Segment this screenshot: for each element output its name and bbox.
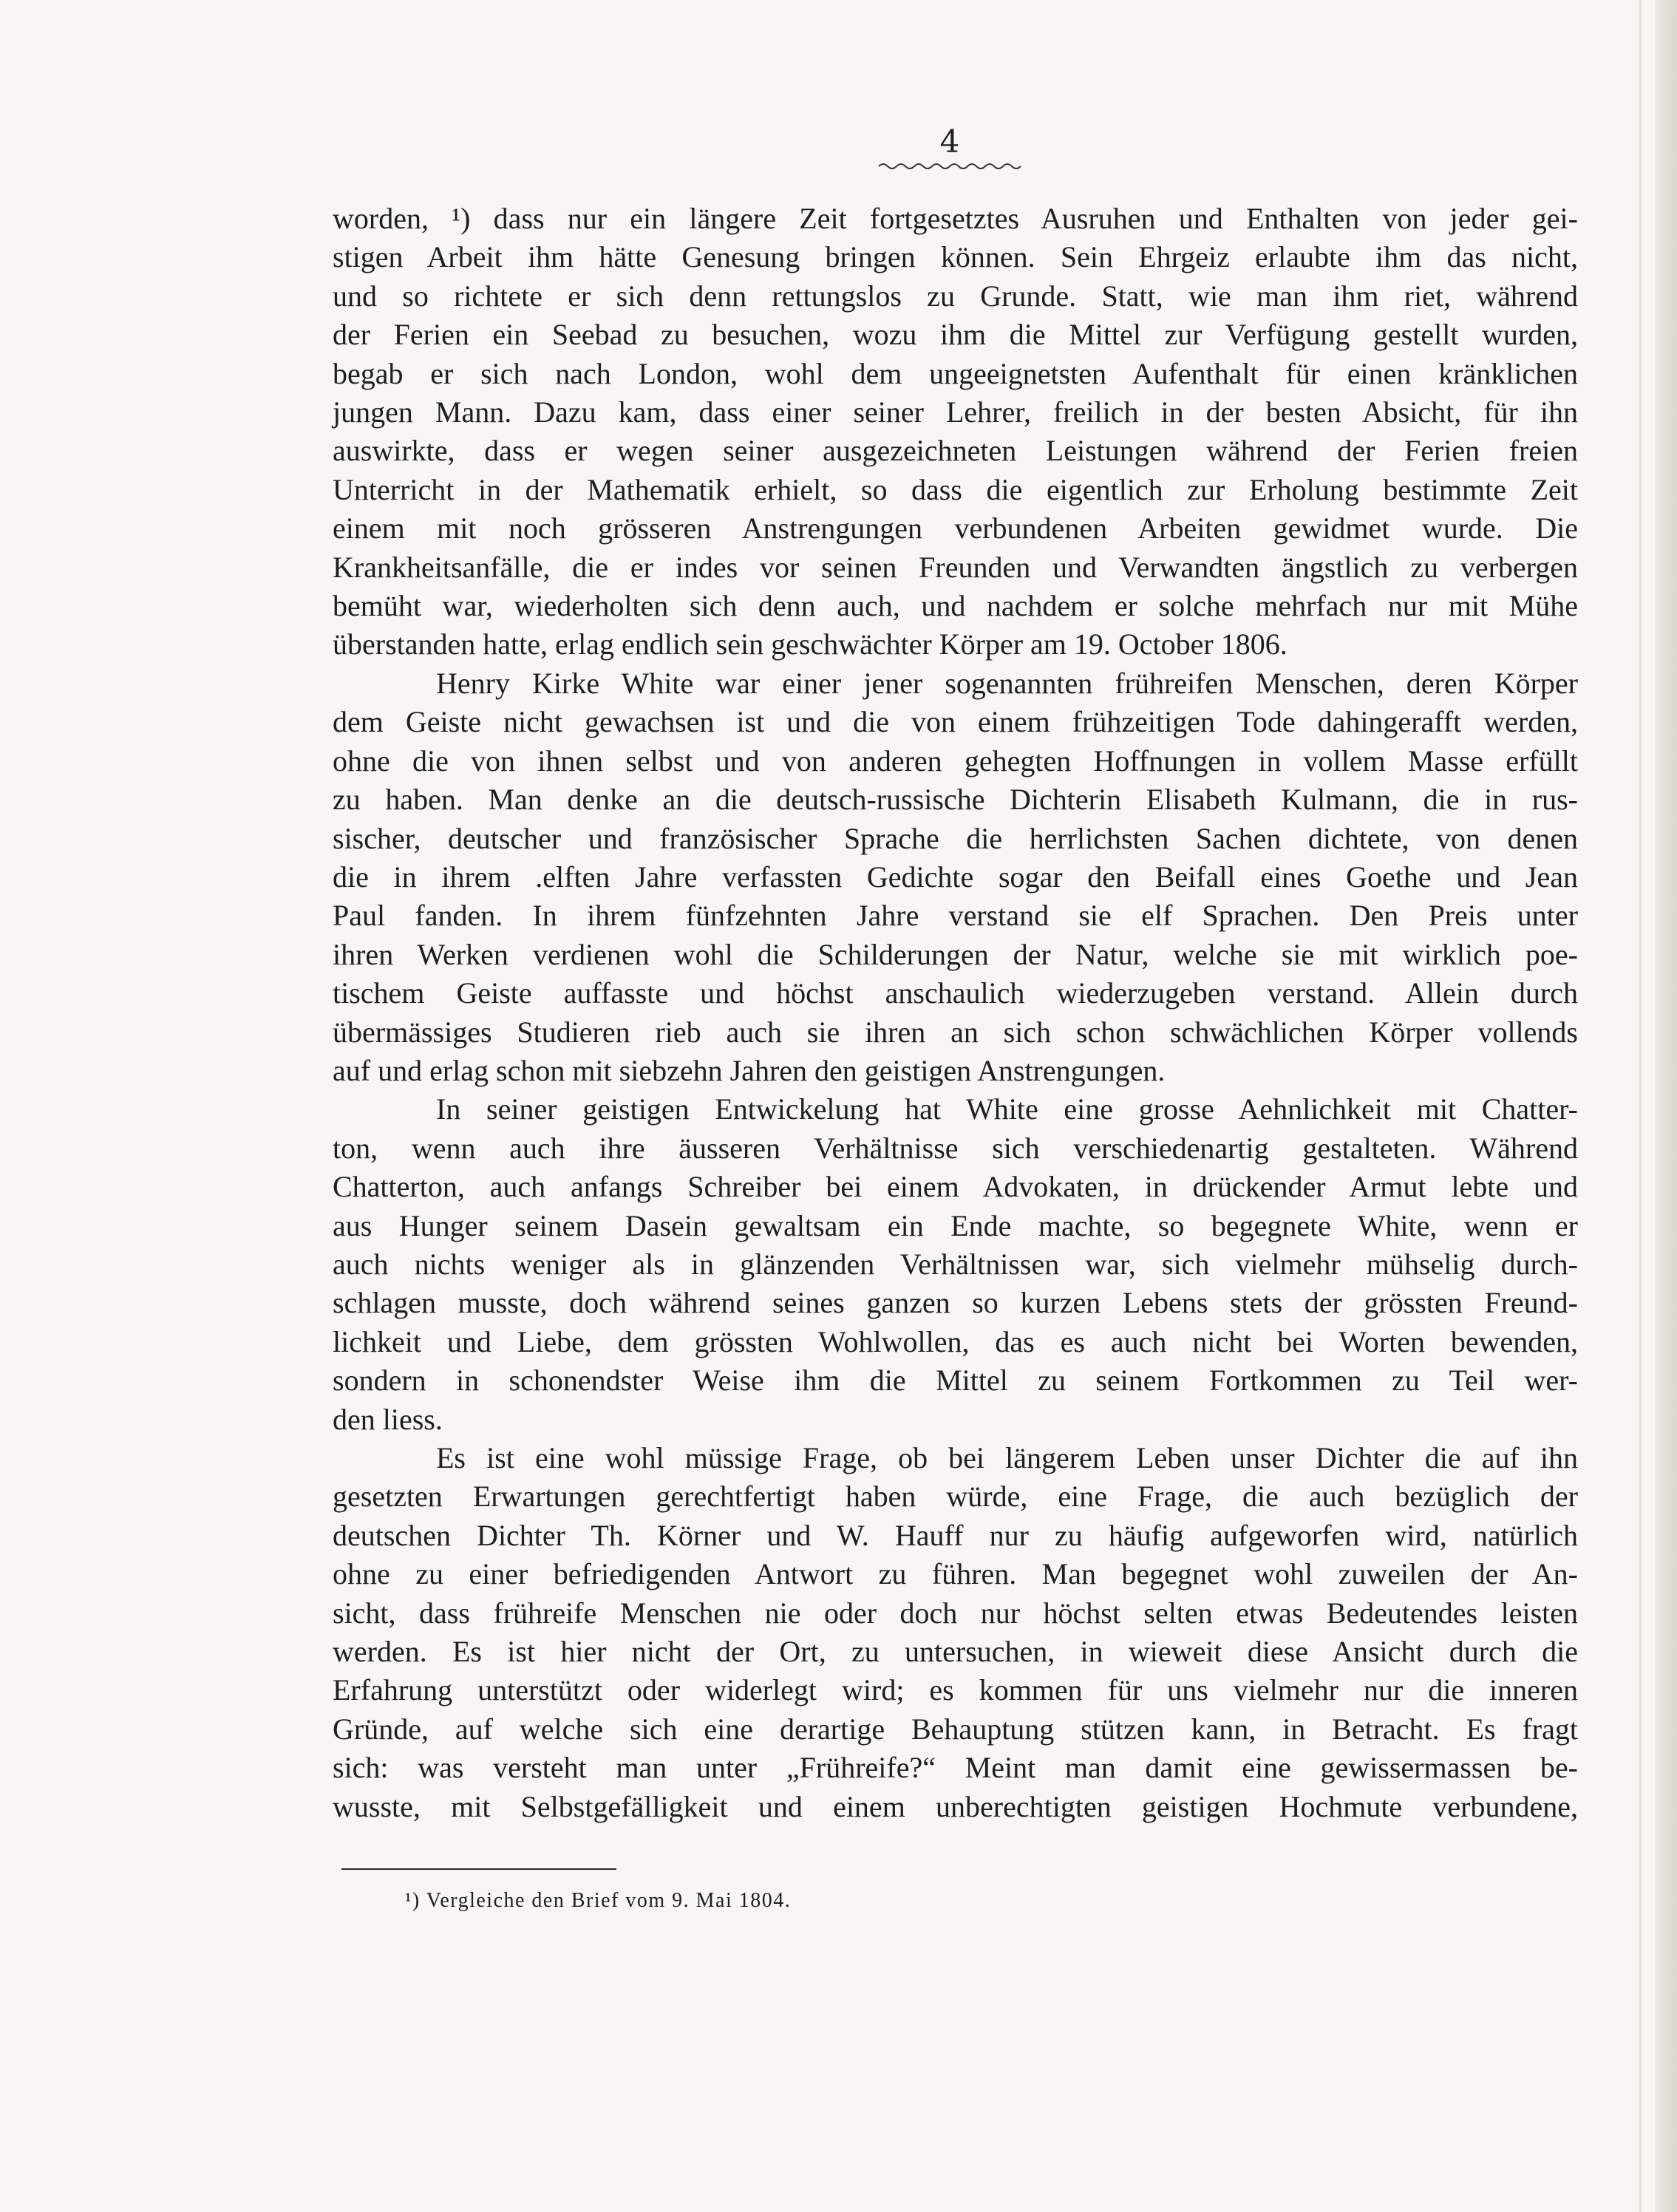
page-header — [876, 124, 1024, 171]
text-line: überstanden hatte, erlag endlich sein geschwächter Körper am 19. October 1806. — [333, 627, 1287, 661]
paragraph — [333, 200, 1578, 664]
text-line: deutschen Dichter Th. Körner und W. Hauff nur zu häufig aufgeworfen wird, natürlich — [333, 1518, 1578, 1552]
text-line: bemüht war, wiederholten sich denn auch, und nachdem er solche mehrfach nur mit Mühe — [333, 589, 1578, 623]
text-line: Gründe, auf welche sich eine derartige Behauptung stützen kann, in Betracht. Es fragt — [333, 1712, 1578, 1746]
text-line: jungen Mann. Dazu kam, dass einer seiner Lehrer, freilich in der besten Absicht, für ihn — [333, 395, 1578, 429]
footnote-separator — [341, 1868, 616, 1870]
text-line: Erfahrung unterstützt oder widerlegt wird; es kommen für uns vielmehr nur die inneren — [333, 1673, 1578, 1707]
text-line: zu haben. Man denke an die deutsch-russische Dichterin Elisabeth Kulmann, die in rus- — [333, 783, 1578, 817]
page-number: 4 — [939, 123, 960, 160]
text-line: tischem Geiste auffasste und höchst anschaulich wiederzugeben verstand. Allein durch — [333, 976, 1578, 1010]
wavy-ornament-icon — [876, 161, 1024, 171]
text-line: ohne zu einer befriedigenden Antwort zu führen. Man begegnet wohl zuweilen der An- — [333, 1557, 1578, 1591]
footnote: ¹) Vergleiche den Brief vom 9. Mai 1804. — [405, 1889, 792, 1912]
text-line: stigen Arbeit ihm hätte Genesung bringen können. Sein Ehrgeiz erlaubte ihm das nicht, — [333, 240, 1578, 274]
paragraph — [333, 1439, 1578, 1826]
text-line: Krankheitsanfälle, die er indes vor seinen Freunden und Verwandten ängstlich zu verbergen — [333, 550, 1578, 584]
text-line: auf und erlag schon mit siebzehn Jahren den geistigen Anstrengungen. — [333, 1053, 1166, 1087]
text-line: einem mit noch grösseren Anstrengungen verbundenen Arbeiten gewidmet wurde. Die — [333, 511, 1578, 545]
text-line: sich: was versteht man unter „Frühreife?“ Meint man damit eine gewissermassen be- — [333, 1751, 1578, 1785]
text-line: der Ferien ein Seebad zu besuchen, wozu ihm die Mittel zur Verfügung gestellt wurden, — [333, 318, 1578, 352]
text-line: begab er sich nach London, wohl dem ungeeignetsten Aufenthalt für einen kränklichen — [333, 356, 1578, 390]
page-edge — [1655, 0, 1677, 2212]
text-line: aus Hunger seinem Dasein gewaltsam ein Ende machte, so begegnete White, wenn er — [333, 1208, 1578, 1242]
body-text — [333, 200, 1578, 1826]
text-line: wusste, mit Selbstgefälligkeit und einem unberechtigten geistigen Hochmute verbundene, — [333, 1789, 1578, 1823]
text-line: Es ist eine wohl müssige Frage, ob bei längerem Leben unser Dichter die auf ihn — [436, 1441, 1578, 1474]
text-line: Unterricht in der Mathematik erhielt, so dass die eigentlich zur Erholung bestimmte Zeit — [333, 472, 1578, 506]
text-line: sicht, dass frühreife Menschen nie oder doch nur höchst selten etwas Bedeutendes leisten — [333, 1596, 1578, 1630]
text-line: ihren Werken verdienen wohl die Schilderungen der Natur, welche sie mit wirklich poe- — [333, 937, 1578, 971]
paragraph — [333, 1090, 1578, 1439]
text-line: In seiner geistigen Entwickelung hat White eine grosse Aehnlichkeit mit Chatter- — [436, 1092, 1578, 1126]
text-line: die in ihrem .elften Jahre verfassten Gedichte sogar den Beifall eines Goethe und Jean — [333, 860, 1578, 894]
text-line: sondern in schonendster Weise ihm die Mittel zu seinem Fortkommen zu Teil wer- — [333, 1364, 1578, 1398]
text-line: auch nichts weniger als in glänzenden Verhältnissen war, sich vielmehr mühselig durch- — [333, 1247, 1578, 1281]
text-line: übermässiges Studieren rieb auch sie ihren an sich schon schwächlichen Körper vollends — [333, 1015, 1578, 1049]
text-line: werden. Es ist hier nicht der Ort, zu untersuchen, in wieweit diese Ansicht durch die — [333, 1635, 1578, 1669]
text-line: Paul fanden. In ihrem fünfzehnten Jahre verstand sie elf Sprachen. Den Preis unter — [333, 899, 1578, 933]
text-line: worden, ¹) dass nur ein längere Zeit fortgesetztes Ausruhen und Enthalten von jeder gei- — [333, 202, 1578, 235]
text-line: schlagen musste, doch während seines ganzen so kurzen Lebens stets der grössten Freund- — [333, 1286, 1578, 1320]
text-line: sischer, deutscher und französischer Sprache die herrlichsten Sachen dichtete, von denen — [333, 821, 1578, 855]
text-line: Chatterton, auch anfangs Schreiber bei einem Advokaten, in drückender Armut lebte und — [333, 1170, 1578, 1204]
text-line: ton, wenn auch ihre äusseren Verhältnisse sich verschiedenartig gestalteten. Während — [333, 1131, 1578, 1165]
text-line: gesetzten Erwartungen gerechtfertigt haben würde, eine Frage, die auch bezüglich der — [333, 1480, 1578, 1514]
paragraph — [333, 664, 1578, 1090]
text-line: dem Geiste nicht gewachsen ist und die von einem frühzeitigen Tode dahingerafft werden, — [333, 705, 1578, 739]
text-line: Henry Kirke White war einer jener sogenannten frühreifen Menschen, deren Körper — [436, 666, 1578, 700]
text-line: und so richtete er sich denn rettungslos zu Grunde. Statt, wie man ihm riet, während — [333, 279, 1578, 313]
text-line: ohne die von ihnen selbst und von anderen gehegten Hoffnungen in vollem Masse erfüllt — [333, 743, 1578, 777]
text-line: lichkeit und Liebe, dem grössten Wohlwollen, das es auch nicht bei Worten bewenden, — [333, 1324, 1578, 1358]
page-edge-shadow — [1639, 0, 1642, 2212]
text-line: auswirkte, dass er wegen seiner ausgezeichneten Leistungen während der Ferien freien — [333, 434, 1578, 468]
text-line: den liess. — [333, 1402, 443, 1436]
